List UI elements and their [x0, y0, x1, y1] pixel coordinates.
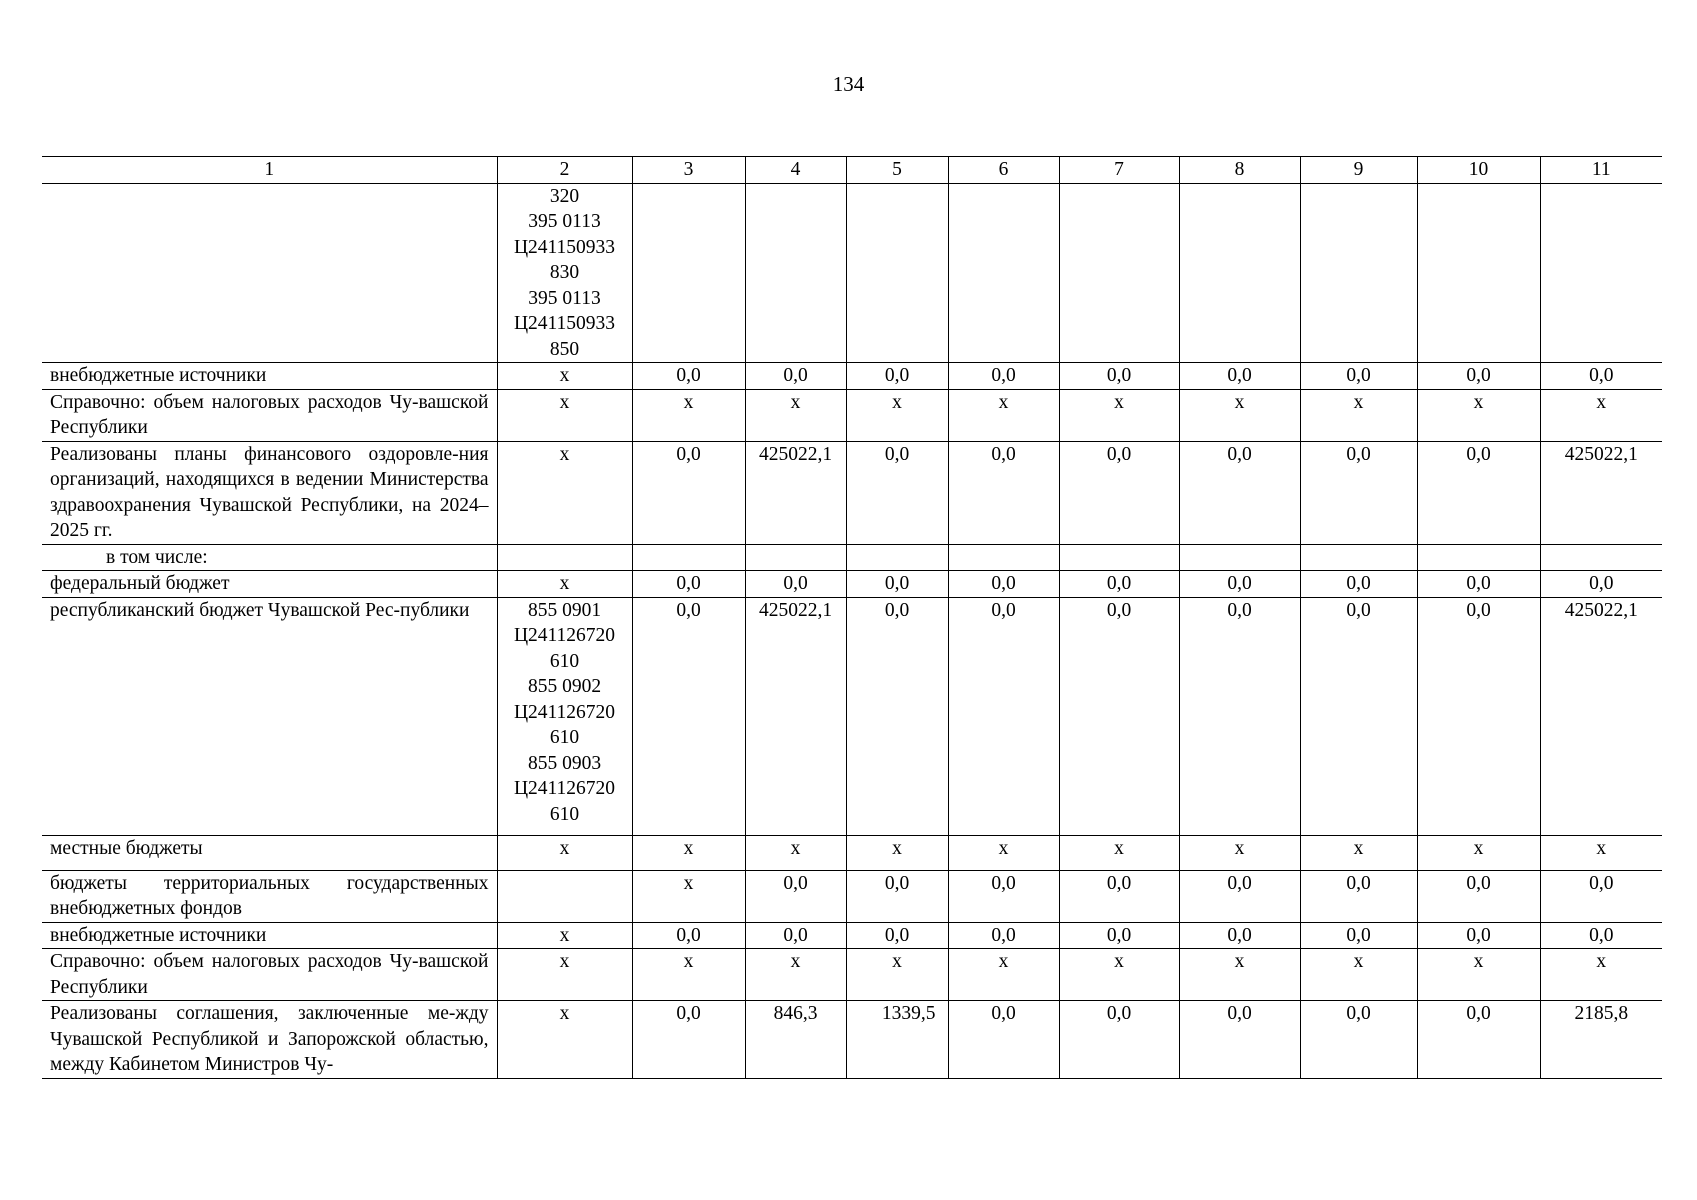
- value-cell-col-9: [1300, 183, 1417, 363]
- column-header-6: 6: [948, 157, 1059, 184]
- value-cell-col-7: 0,0: [1059, 363, 1179, 390]
- value-cell-col-3: 0,0: [632, 922, 745, 949]
- value-cell-col-3: x: [632, 389, 745, 441]
- row-label: Реализованы планы финансового оздоровле-ния организаций, находящихся в ведении Министерства здравоохранения Чувашской Республики, на 2024–2025 гг.: [42, 441, 497, 544]
- row-label: [42, 183, 497, 363]
- table-row: [42, 1001, 1662, 1079]
- budget-code-cell: [497, 870, 632, 922]
- value-cell-col-10: x: [1417, 949, 1540, 1001]
- value-cell-col-8: x: [1179, 949, 1300, 1001]
- value-cell-col-9: 0,0: [1300, 441, 1417, 544]
- column-header-10: 10: [1417, 157, 1540, 184]
- value-cell-col-7: 0,0: [1059, 597, 1179, 835]
- value-cell-col-9: 0,0: [1300, 571, 1417, 598]
- value-cell-col-6: x: [948, 389, 1059, 441]
- value-cell-col-8: 0,0: [1179, 870, 1300, 922]
- budget-code: 830: [549, 262, 580, 283]
- value-cell-col-11: 425022,1: [1540, 441, 1662, 544]
- table-row: [42, 835, 1662, 870]
- value-cell-col-9: 0,0: [1300, 870, 1417, 922]
- budget-code: 395 0113: [528, 211, 601, 232]
- table-body: [42, 157, 1662, 1079]
- value-cell-col-4: x: [745, 835, 846, 870]
- value-cell-col-5: 1339,5: [846, 1001, 948, 1079]
- budget-code: 850: [549, 338, 580, 360]
- value-cell-col-7: x: [1059, 949, 1179, 1001]
- value-cell-col-10: x: [1417, 835, 1540, 870]
- table-row: [42, 949, 1662, 1001]
- value-cell-col-9: x: [1300, 835, 1417, 870]
- table-row: [42, 922, 1662, 949]
- budget-code-cell: [497, 1001, 632, 1079]
- value-cell-col-7: 0,0: [1059, 870, 1179, 922]
- value-cell-col-4: [745, 544, 846, 571]
- table-row: [42, 441, 1662, 544]
- budget-table: [42, 156, 1662, 1079]
- value-cell-col-9: x: [1300, 389, 1417, 441]
- column-header-11: 11: [1540, 157, 1662, 184]
- value-cell-col-4: 0,0: [745, 922, 846, 949]
- column-header-5: 5: [846, 157, 948, 184]
- row-label: Справочно: объем налоговых расходов Чу-вашской Республики: [42, 389, 497, 441]
- value-cell-col-6: 0,0: [948, 571, 1059, 598]
- value-cell-col-8: 0,0: [1179, 597, 1300, 835]
- value-cell-col-8: 0,0: [1179, 922, 1300, 949]
- row-label: местные бюджеты: [42, 835, 497, 870]
- value-cell-col-3: 0,0: [632, 597, 745, 835]
- value-cell-col-5: [846, 183, 948, 363]
- budget-code-cell: [497, 544, 632, 571]
- value-cell-col-6: 0,0: [948, 1001, 1059, 1079]
- value-cell-col-9: x: [1300, 949, 1417, 1001]
- value-cell-col-11: 425022,1: [1540, 597, 1662, 835]
- value-cell-col-10: 0,0: [1417, 597, 1540, 835]
- budget-code: x: [559, 951, 570, 972]
- page-number: 134: [832, 72, 865, 96]
- budget-code: x: [559, 573, 570, 594]
- value-cell-col-10: 0,0: [1417, 1001, 1540, 1079]
- value-cell-col-10: [1417, 183, 1540, 363]
- value-cell-col-7: [1059, 183, 1179, 363]
- value-cell-col-4: 0,0: [745, 571, 846, 598]
- row-label: Справочно: объем налоговых расходов Чу-вашской Республики: [42, 949, 497, 1001]
- budget-code: 610: [549, 650, 580, 672]
- value-cell-col-4: x: [745, 949, 846, 1001]
- value-cell-col-8: 0,0: [1179, 363, 1300, 390]
- table-row: [42, 571, 1662, 598]
- value-cell-col-4: 425022,1: [745, 597, 846, 835]
- column-header-8: 8: [1179, 157, 1300, 184]
- budget-code: x: [559, 837, 570, 859]
- budget-code-cell: [497, 835, 632, 870]
- budget-code: 855 0902: [527, 676, 602, 697]
- budget-code-cell: [497, 922, 632, 949]
- budget-code: 855 0901: [527, 599, 602, 621]
- value-cell-col-7: 0,0: [1059, 571, 1179, 598]
- budget-code-cell: [497, 571, 632, 598]
- value-cell-col-7: 0,0: [1059, 922, 1179, 949]
- row-label: бюджеты территориальных государственных внебюджетных фондов: [42, 870, 497, 922]
- value-cell-col-6: [948, 183, 1059, 363]
- value-cell-col-6: 0,0: [948, 363, 1059, 390]
- value-cell-col-11: 0,0: [1540, 571, 1662, 598]
- value-cell-col-3: [632, 183, 745, 363]
- value-cell-col-6: [948, 544, 1059, 571]
- budget-code-cell: [497, 363, 632, 390]
- value-cell-col-10: 0,0: [1417, 363, 1540, 390]
- value-cell-col-3: 0,0: [632, 363, 745, 390]
- value-cell-col-6: 0,0: [948, 870, 1059, 922]
- value-cell-col-11: x: [1540, 949, 1662, 1001]
- value-cell-col-3: 0,0: [632, 1001, 745, 1079]
- table-row: [42, 363, 1662, 390]
- value-cell-col-6: x: [948, 949, 1059, 1001]
- budget-code: Ц241126720: [513, 778, 616, 799]
- value-cell-col-5: 0,0: [846, 870, 948, 922]
- budget-code: Ц241126720: [513, 625, 616, 646]
- value-cell-col-4: 0,0: [745, 870, 846, 922]
- table-row: [42, 544, 1662, 571]
- value-cell-col-11: 2185,8: [1540, 1001, 1662, 1079]
- value-cell-col-10: 0,0: [1417, 441, 1540, 544]
- budget-code-cell: [497, 389, 632, 441]
- table-row: [42, 183, 1662, 363]
- column-header-3: 3: [632, 157, 745, 184]
- row-label: в том числе:: [42, 544, 497, 571]
- value-cell-col-9: [1300, 544, 1417, 571]
- column-header-1: 1: [42, 157, 497, 184]
- value-cell-col-7: 0,0: [1059, 441, 1179, 544]
- budget-code-cell: [497, 441, 632, 544]
- table-row: [42, 870, 1662, 922]
- header-row: [42, 157, 1662, 184]
- value-cell-col-5: 0,0: [846, 597, 948, 835]
- value-cell-col-4: 846,3: [745, 1001, 846, 1079]
- value-cell-col-5: [846, 544, 948, 571]
- value-cell-col-5: 0,0: [846, 922, 948, 949]
- value-cell-col-11: 0,0: [1540, 870, 1662, 922]
- budget-code: 320: [549, 185, 580, 207]
- value-cell-col-7: x: [1059, 835, 1179, 870]
- column-header-2: 2: [497, 157, 632, 184]
- row-label: Реализованы соглашения, заключенные ме-жду Чувашской Республикой и Запорожской областью, между Кабинетом Министров Чу-: [42, 1001, 497, 1079]
- value-cell-col-6: 0,0: [948, 597, 1059, 835]
- value-cell-col-3: 0,0: [632, 571, 745, 598]
- value-cell-col-8: x: [1179, 835, 1300, 870]
- value-cell-col-7: 0,0: [1059, 1001, 1179, 1079]
- value-cell-col-10: [1417, 544, 1540, 571]
- value-cell-col-10: 0,0: [1417, 870, 1540, 922]
- value-cell-col-11: x: [1540, 389, 1662, 441]
- budget-code: Ц241150933: [513, 313, 616, 334]
- row-label: федеральный бюджет: [42, 571, 497, 598]
- value-cell-col-6: 0,0: [948, 922, 1059, 949]
- value-cell-col-7: x: [1059, 389, 1179, 441]
- column-header-9: 9: [1300, 157, 1417, 184]
- budget-code: x: [559, 365, 570, 386]
- value-cell-col-4: x: [745, 389, 846, 441]
- value-cell-col-3: 0,0: [632, 441, 745, 544]
- value-cell-col-4: 425022,1: [745, 441, 846, 544]
- value-cell-col-4: [745, 183, 846, 363]
- row-label: республиканский бюджет Чувашской Рес-публики: [42, 597, 497, 835]
- value-cell-col-3: x: [632, 835, 745, 870]
- value-cell-col-11: [1540, 544, 1662, 571]
- value-cell-col-6: 0,0: [948, 441, 1059, 544]
- value-cell-col-6: x: [948, 835, 1059, 870]
- budget-code: Ц241150933: [513, 236, 616, 258]
- budget-code-cell: [497, 949, 632, 1001]
- value-cell-col-11: 0,0: [1540, 363, 1662, 390]
- value-cell-col-5: x: [846, 835, 948, 870]
- value-cell-col-8: [1179, 544, 1300, 571]
- budget-code: x: [559, 924, 570, 946]
- budget-code: 610: [549, 803, 580, 825]
- value-cell-col-5: x: [846, 389, 948, 441]
- value-cell-col-10: 0,0: [1417, 922, 1540, 949]
- value-cell-col-8: 0,0: [1179, 441, 1300, 544]
- value-cell-col-11: [1540, 183, 1662, 363]
- value-cell-col-5: 0,0: [846, 441, 948, 544]
- budget-code: x: [559, 391, 570, 413]
- value-cell-col-3: [632, 544, 745, 571]
- value-cell-col-11: 0,0: [1540, 922, 1662, 949]
- row-label: внебюджетные источники: [42, 363, 497, 390]
- budget-code-cell: [497, 183, 632, 363]
- value-cell-col-8: x: [1179, 389, 1300, 441]
- value-cell-col-10: x: [1417, 389, 1540, 441]
- row-label: внебюджетные источники: [42, 922, 497, 949]
- value-cell-col-9: 0,0: [1300, 922, 1417, 949]
- value-cell-col-11: x: [1540, 835, 1662, 870]
- budget-code-cell: [497, 597, 632, 835]
- value-cell-col-9: 0,0: [1300, 1001, 1417, 1079]
- value-cell-col-9: 0,0: [1300, 597, 1417, 835]
- value-cell-col-8: 0,0: [1179, 571, 1300, 598]
- value-cell-col-9: 0,0: [1300, 363, 1417, 390]
- budget-code: 610: [549, 727, 580, 748]
- value-cell-col-5: 0,0: [846, 571, 948, 598]
- budget-code: 395 0113: [528, 287, 601, 309]
- value-cell-col-10: 0,0: [1417, 571, 1540, 598]
- value-cell-col-8: 0,0: [1179, 1001, 1300, 1079]
- column-header-7: 7: [1059, 157, 1179, 184]
- column-header-4: 4: [745, 157, 846, 184]
- budget-code: x: [559, 443, 570, 465]
- value-cell-col-7: [1059, 544, 1179, 571]
- table-row: [42, 597, 1662, 835]
- value-cell-col-5: 0,0: [846, 363, 948, 390]
- value-cell-col-3: x: [632, 949, 745, 1001]
- value-cell-col-5: x: [846, 949, 948, 1001]
- value-cell-col-8: [1179, 183, 1300, 363]
- table-row: [42, 389, 1662, 441]
- budget-code: 855 0903: [527, 752, 602, 774]
- value-cell-col-3: x: [632, 870, 745, 922]
- budget-code: x: [559, 1003, 570, 1024]
- budget-code: Ц241126720: [513, 701, 616, 723]
- value-cell-col-4: 0,0: [745, 363, 846, 390]
